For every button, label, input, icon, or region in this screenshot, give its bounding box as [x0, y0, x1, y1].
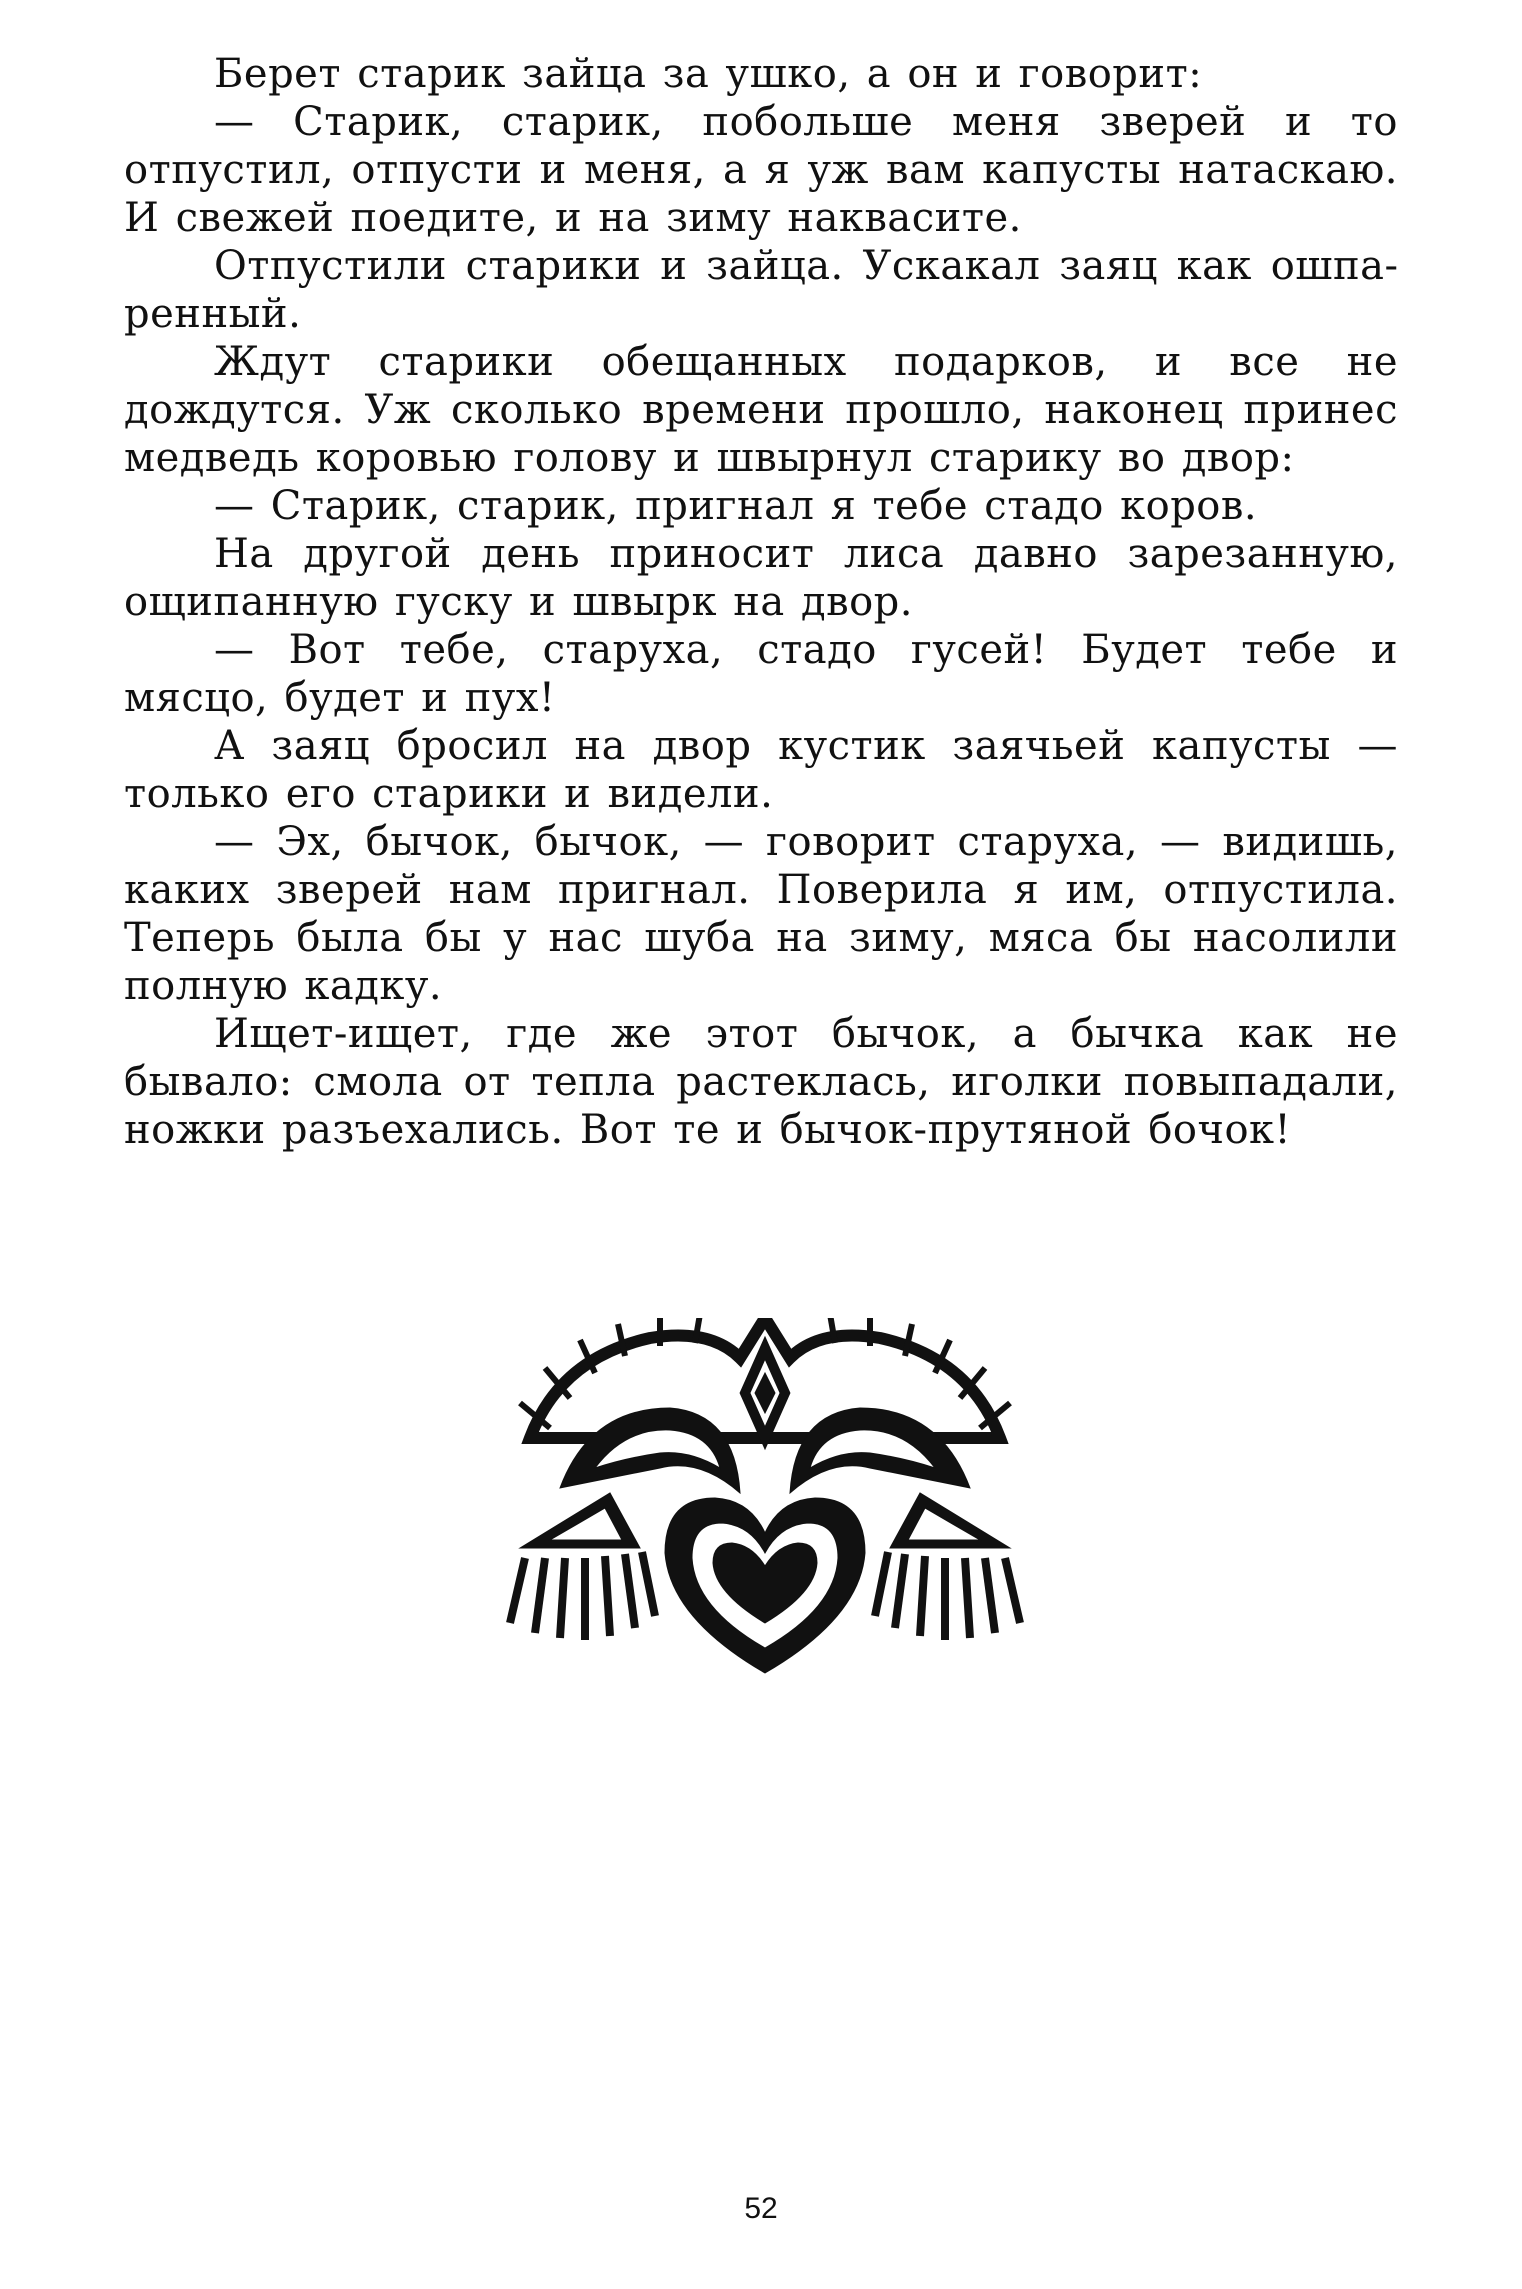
paragraph-8: А заяц бросил на двор кустик заячьей капусты — только его старики и видели.: [124, 723, 1398, 817]
paragraph-7: — Вот тебе, старуха, стадо гусей! Будет тебе и мясцо, будет и пух!: [124, 627, 1398, 721]
paragraph-1: Берет старик зайца за ушко, а он и говорит:: [214, 51, 1203, 97]
paragraph-6: На другой день приносит лиса давно зарезанную, ощипанную гуску и швырк на двор.: [124, 531, 1398, 625]
paragraph-5: — Старик, старик, пригнал я тебе стадо коров.: [214, 483, 1258, 529]
paragraph-3: Отпустили старики и зайца. Ускакал заяц как ошпаренный.: [124, 243, 1398, 337]
paragraph-2: — Старик, старик, побольше меня зверей и то отпустил, отпусти и меня, а я уж вам капусты натаскаю. И свежей поедите, и на зиму наквасите.: [124, 99, 1398, 241]
folk-heart-ornament-icon: [500, 1318, 1030, 1678]
page-number: 52: [744, 2192, 778, 2225]
story-text: [124, 50, 1398, 1154]
paragraph-4: Ждут старики обещанных подарков, и все не дождутся. Уж сколько времени прошло, наконец принес медведь коровью голову и швырнул старику во двор:: [124, 339, 1398, 481]
paragraph-10: Ищет-ищет, где же этот бычок, а бычка как не бывало: смола от тепла растеклась, иголки повыпадали, ножки разъехались. Вот те и бычок-прутяной бочок!: [124, 1011, 1398, 1153]
paragraph-9: — Эх, бычок, бычок, — говорит старуха, — видишь, каких зверей нам пригнал. Поверила я им, отпустила. Теперь была бы у нас шуба на зиму, мяса бы насолили полную кадку.: [124, 819, 1398, 1009]
